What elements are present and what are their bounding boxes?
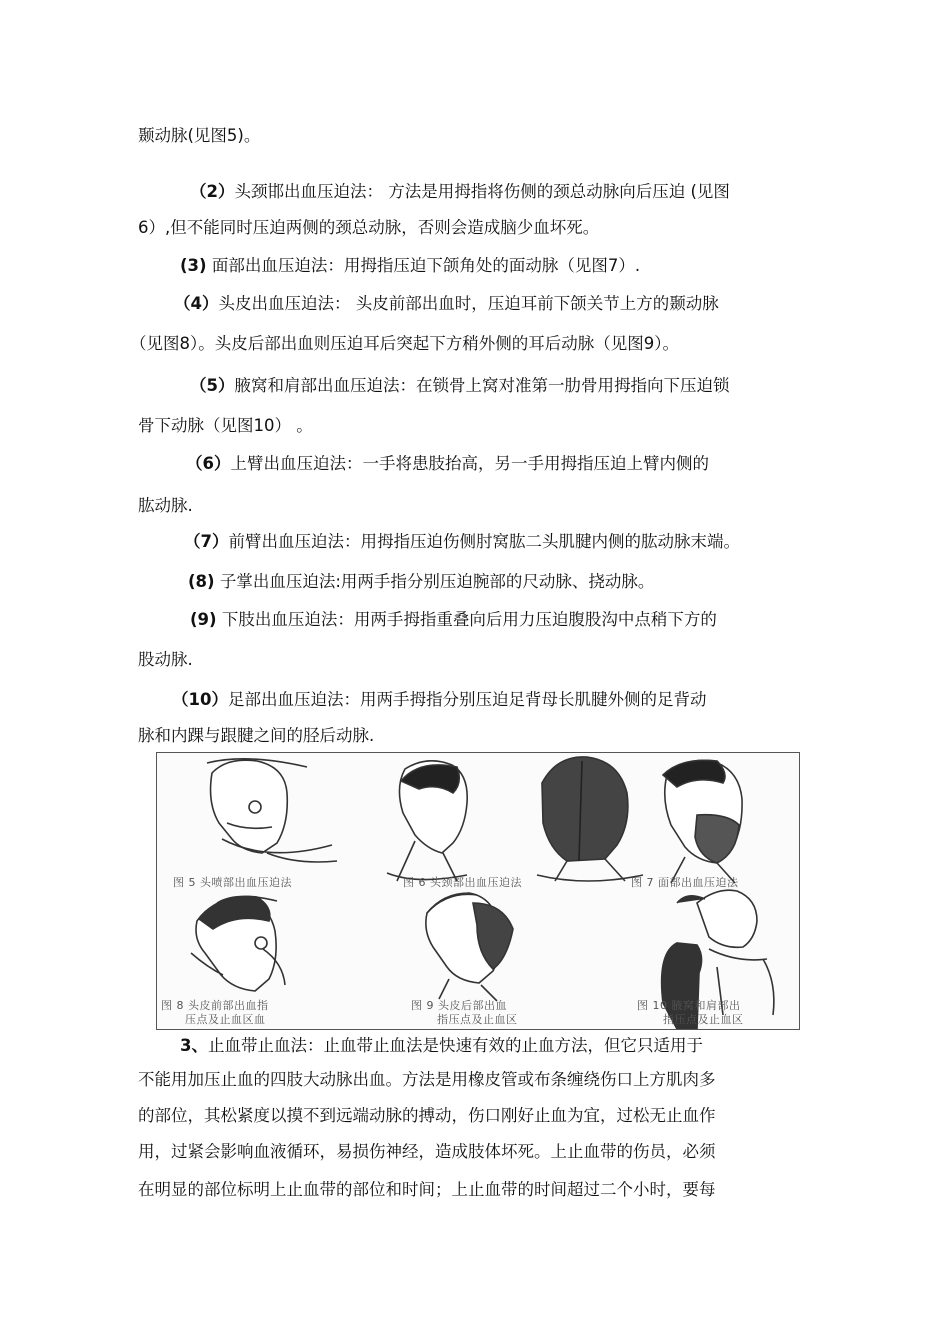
paragraph-line: （4）头皮出血压迫法： 头皮前部出血时，压迫耳前下颌关节上方的颞动脉 bbox=[174, 294, 719, 313]
item-number: (9) bbox=[190, 610, 217, 629]
paragraph-line: （6）上臂出血压迫法：一手将患肢抬高，另一手用拇指压迫上臂内侧的 bbox=[186, 454, 709, 473]
figure-illustrations bbox=[157, 753, 799, 1029]
caption-fig10-line2: 指压点及止血区 bbox=[663, 1013, 744, 1026]
paragraph-line: 不能用加压止血的四肢大动脉出血。方法是用橡皮管或布条缠绕伤口上方肌肉多 bbox=[138, 1070, 716, 1089]
paragraph-line: （5）腋窝和肩部出血压迫法：在锁骨上窝对准第一肋骨用拇指向下压迫锁 bbox=[190, 376, 730, 395]
paragraph-line: (8) 子掌出血压迫法:用两手指分别压迫腕部的尺动脉、挠动脉。 bbox=[188, 572, 655, 591]
paragraph-line: 在明显的部位标明上止血带的部位和时间；上止血带的时间超过二个小时，要每 bbox=[138, 1180, 716, 1199]
caption-fig5: 图 5 头喷部出血压迫法 bbox=[173, 876, 292, 889]
paragraph-line: (9) 下肢出血压迫法：用两手拇指重叠向后用力压迫腹股沟中点稍下方的 bbox=[190, 610, 717, 629]
paragraph-line: 的部位，其松紧度以摸不到远端动脉的搏动，伤口刚好止血为宜，过松无止血作 bbox=[138, 1106, 716, 1125]
fig5-head-illustration bbox=[207, 759, 337, 862]
caption-fig7: 图 7 面部出血压迫法 bbox=[631, 876, 739, 889]
paragraph-line: （7）前臂出血压迫法：用拇指压迫伤侧肘窝肱二头肌腱内侧的肱动脉末端。 bbox=[184, 532, 740, 551]
paragraph-line: (3) 面部出血压迫法：用拇指压迫下颌角处的面动脉（见图7）. bbox=[180, 256, 641, 275]
pressure-points-figure bbox=[156, 752, 800, 1030]
caption-fig9-line2: 指压点及止血区 bbox=[437, 1013, 518, 1026]
paragraph-line: 股动脉. bbox=[138, 650, 193, 669]
caption-fig6: 图 6 头颈部出血压迫法 bbox=[403, 876, 522, 889]
paragraph-line: 用，过紧会影响血液循环，易损伤神经，造成肢体坏死。上止血带的伤员，必须 bbox=[138, 1142, 716, 1161]
paragraph-line: （见图8）。头皮后部出血则压迫耳后突起下方稍外侧的耳后动脉（见图9）。 bbox=[130, 334, 679, 353]
caption-fig8-line2: 压点及止血区血 bbox=[185, 1013, 266, 1026]
caption-fig9-line1: 图 9 头皮后部出血 bbox=[411, 999, 507, 1012]
item-number: （2） bbox=[190, 182, 235, 201]
paragraph-line: 3、止血带止血法：止血带止血法是快速有效的止血方法，但它只适用于 bbox=[180, 1036, 703, 1055]
paragraph-line: 肱动脉. bbox=[138, 496, 193, 515]
item-number: 3、 bbox=[180, 1036, 208, 1055]
item-number: （10） bbox=[172, 690, 228, 709]
paragraph-line: （2）头颈邯出血压迫法： 方法是用拇指将伤侧的颈总动脉向后压迫 (见图 bbox=[190, 182, 730, 201]
fig7b-face-illustration bbox=[663, 760, 742, 883]
fig7-back-head-illustration bbox=[537, 757, 643, 881]
paragraph-line: 骨下动脉（见图10） 。 bbox=[138, 416, 313, 435]
caption-fig8-line1: 图 8 头皮前部出血指 bbox=[161, 999, 269, 1012]
caption-fig10-line1: 图 10 腋窝和肩部出 bbox=[637, 999, 741, 1012]
paragraph-line: 6）,但不能同时压迫两侧的颈总动脉，否则会造成脑少血坏死。 bbox=[138, 218, 600, 237]
item-number: （7） bbox=[184, 532, 229, 551]
item-number: (8) bbox=[188, 572, 215, 591]
item-number: （6） bbox=[186, 454, 231, 473]
fig9-face-illustration bbox=[426, 893, 513, 1001]
fig6-profile-illustration bbox=[387, 761, 467, 881]
item-number: (3) bbox=[180, 256, 207, 275]
paragraph-line: 脉和内踝与跟腱之间的胫后动脉. bbox=[138, 726, 375, 745]
item-number: （5） bbox=[190, 376, 235, 395]
paragraph-line: （10）足部出血压迫法：用两手拇指分别压迫足背母长肌腱外侧的足背动 bbox=[172, 690, 707, 709]
fig8-face-illustration bbox=[191, 896, 285, 991]
item-number: （4） bbox=[174, 294, 219, 313]
paragraph-line: 颞动脉(见图5)。 bbox=[138, 126, 261, 145]
